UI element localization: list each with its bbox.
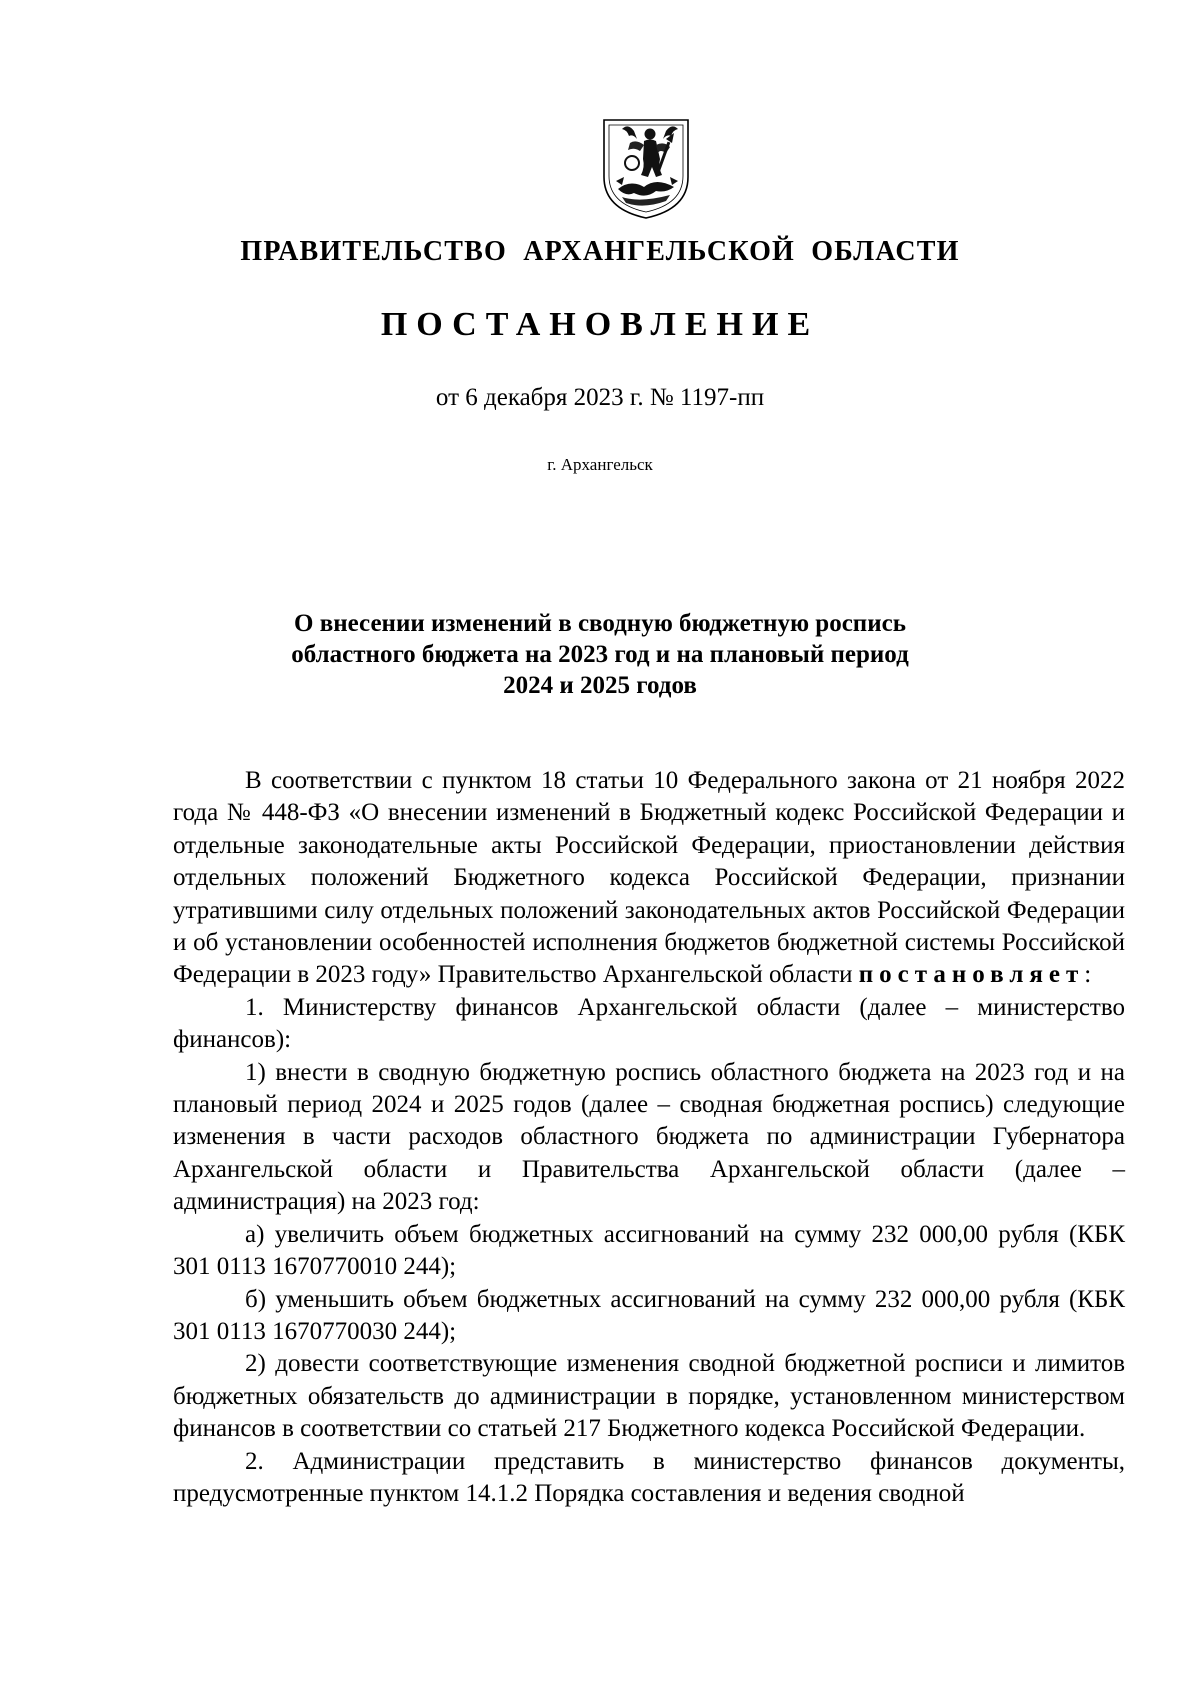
coat-of-arms-emblem	[600, 117, 692, 221]
document-body	[173, 765, 1125, 1510]
organization-name: ПРАВИТЕЛЬСТВО АРХАНГЕЛЬСКОЙ ОБЛАСТИ	[240, 236, 960, 267]
item-2: 2. Администрации представить в министерство финансов документы, предусмотренные пунктом 14.1.2 Порядка составления и ведения сводной	[173, 1447, 1125, 1507]
document-type: ПОСТАНОВЛЕНИЕ	[380, 306, 820, 343]
document-date-number: от 6 декабря 2023 г. № 1197-пп	[435, 384, 765, 411]
preamble-verb: постановляет	[858, 961, 1085, 989]
item-1-1-b: б) уменьшить объем бюджетных ассигнований на сумму 232 000,00 рубля (КБК 301 0113 1670770030 244);	[173, 1285, 1125, 1345]
document-city: г. Архангельск	[547, 455, 653, 474]
title-line-2: областного бюджета на 2023 год и на плановый период	[291, 641, 909, 668]
title-line-3: 2024 и 2025 годов	[503, 672, 697, 699]
preamble-paragraph	[173, 765, 1125, 992]
item-1: 1. Министерству финансов Архангельской области (далее – министерство финансов):	[173, 993, 1125, 1054]
preamble-end: :	[1084, 961, 1092, 989]
preamble-text: В соответствии с пунктом 18 статьи 10 Федерального закона от 21 ноября 2022 года № 448-ФЗ «О внесении изменений в Бюджетный кодекс Российской Федерации и отдельные законодательные акты Российской Федерации, приостановлении действия отдельных положений Бюджетного кодекса Российской Федерации, признании утратившими силу отдельных положений законодательных актов Российской Федерации и об установлении особенностей исполнения бюджетов бюджетной системы Российской Федерации в 2023 году» Правительство Архангельской области	[173, 767, 1125, 989]
item-1-1-a: а) увеличить объем бюджетных ассигнований на сумму 232 000,00 рубля (КБК 301 0113 1670770010 244);	[173, 1220, 1125, 1281]
document-title	[200, 608, 1000, 701]
item-1-1: 1) внести в сводную бюджетную роспись областного бюджета на 2023 год и на плановый период 2024 и 2025 годов (далее – сводная бюджетная роспись) следующие изменения в части расходов областного бюджета по администрации Губернатора Архангельской области и Правительства Архангельской области (далее – администрация) на 2023 год:	[173, 1058, 1125, 1216]
coat-of-arms-icon	[600, 117, 692, 221]
item-1-2: 2) довести соответствующие изменения сводной бюджетной росписи и лимитов бюджетных обязательств до администрации в порядке, установленном министерством финансов в соответствии со статьей 217 Бюджетного кодекса Российской Федерации.	[173, 1350, 1125, 1443]
title-line-1: О внесении изменений в сводную бюджетную роспись	[294, 610, 906, 637]
